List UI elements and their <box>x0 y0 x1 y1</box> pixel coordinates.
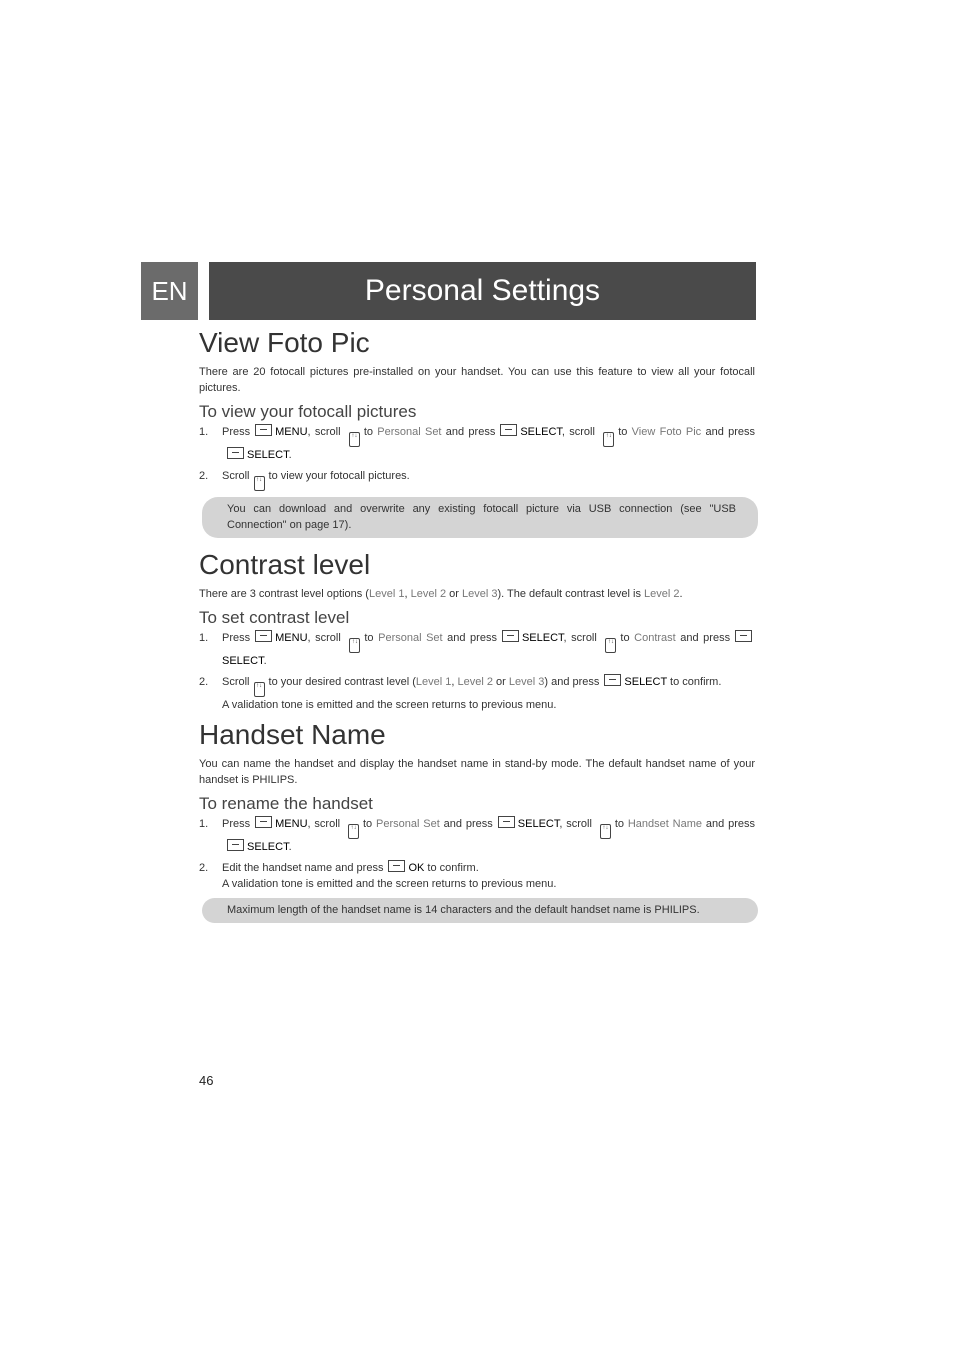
step-text: to <box>618 426 628 438</box>
key-label: SELECT <box>247 841 289 853</box>
step-text: Edit the handset name and press <box>222 862 384 874</box>
navigation-key-icon: ↑↓ <box>254 682 265 697</box>
navigation-key-icon: ↑↓ <box>349 432 360 447</box>
step-text: Scroll <box>222 676 250 688</box>
option-label: Level 3 <box>461 588 498 600</box>
step-text: , scroll <box>307 818 341 830</box>
language-tab: EN <box>141 262 198 320</box>
section-intro: You can name the handset and display the handset name in stand-by mode. The default handset name of your handset is PHILIPS. <box>199 758 755 786</box>
step-number: 1. <box>199 818 209 830</box>
softkey-icon <box>502 630 519 642</box>
step-number: 2. <box>199 862 209 874</box>
step-number: 1. <box>199 632 209 644</box>
section-contrast-level <box>199 548 755 713</box>
step-text: to <box>620 632 630 644</box>
page-number: 46 <box>199 1073 214 1088</box>
step-text: . <box>263 655 267 667</box>
section-intro <box>199 586 755 602</box>
menu-item-label: Personal Set <box>376 818 440 830</box>
step-text: , scroll <box>559 818 592 830</box>
softkey-icon <box>735 630 752 642</box>
key-label: SELECT <box>624 676 667 688</box>
page-content <box>199 326 755 933</box>
menu-item-label: Handset Name <box>627 818 703 830</box>
page-title: Personal Settings <box>209 262 756 320</box>
key-label: SELECT <box>517 818 560 830</box>
step-item <box>199 860 755 892</box>
softkey-icon <box>255 630 272 642</box>
step-text: , scroll <box>563 632 597 644</box>
step-text: . <box>288 449 292 461</box>
step-text: and press <box>445 426 496 438</box>
intro-text: ). The default contrast level is <box>497 588 645 600</box>
navigation-key-icon: ↑↓ <box>348 824 359 839</box>
key-label: SELECT <box>247 449 289 461</box>
section-subtitle: To rename the handset <box>199 794 373 813</box>
softkey-icon <box>388 860 405 872</box>
option-label: Level 3 <box>508 676 545 688</box>
step-text: and press <box>447 632 497 644</box>
section-handset-name <box>199 718 755 923</box>
step-list <box>199 424 755 491</box>
key-label: MENU <box>275 632 308 644</box>
option-label: Level 2 <box>410 588 447 600</box>
navigation-key-icon: ↑↓ <box>254 476 265 491</box>
step-text: Scroll <box>222 470 250 482</box>
step-text: , scroll <box>561 426 595 438</box>
step-text: , <box>451 676 458 688</box>
step-text: and press <box>705 818 755 830</box>
softkey-icon <box>227 447 244 459</box>
step-text: to <box>363 426 373 438</box>
step-text: Press <box>222 426 251 438</box>
section-view-foto-pic <box>199 326 755 538</box>
menu-item-label: Personal Set <box>377 426 442 438</box>
section-title: Contrast level <box>199 549 371 580</box>
step-result-text: A validation tone is emitted and the screen returns to previous menu. <box>222 699 557 711</box>
option-label: Level 1 <box>368 588 405 600</box>
step-item <box>199 468 755 491</box>
note-box: Maximum length of the handset name is 14 characters and the default handset name is PHILIPS. <box>202 898 758 923</box>
section-title: View Foto Pic <box>199 327 370 358</box>
step-text: , scroll <box>307 632 341 644</box>
step-item <box>199 424 755 463</box>
step-text: ) and press <box>544 676 600 688</box>
option-label: Level 1 <box>415 676 452 688</box>
section-subtitle: To set contrast level <box>199 608 350 627</box>
step-item <box>199 630 755 669</box>
menu-item-label: Contrast <box>634 632 676 644</box>
step-text: to confirm. <box>670 676 722 688</box>
step-text: and press <box>443 818 493 830</box>
step-text: to confirm. <box>427 862 479 874</box>
step-text: to <box>362 818 373 830</box>
step-text: to view your fotocall pictures. <box>268 470 410 482</box>
step-text: and press <box>705 426 755 438</box>
navigation-key-icon: ↑↓ <box>349 638 360 653</box>
key-label: SELECT <box>222 655 264 667</box>
step-number: 2. <box>199 676 209 688</box>
step-list <box>199 630 755 713</box>
softkey-icon <box>604 674 621 686</box>
softkey-icon <box>255 424 272 436</box>
step-text: Press <box>222 632 251 644</box>
step-text: to <box>614 818 624 830</box>
menu-item-label: View Foto Pic <box>631 426 702 438</box>
key-label: SELECT <box>520 426 562 438</box>
step-text: or <box>492 676 509 688</box>
navigation-key-icon: ↑↓ <box>605 638 616 653</box>
intro-text: There are 3 contrast level options ( <box>199 588 369 600</box>
step-text: , scroll <box>307 426 341 438</box>
section-intro: There are 20 fotocall pictures pre-installed on your handset. You can use this feature to view all your fotocall pictures. <box>199 366 755 394</box>
key-label: SELECT <box>521 632 564 644</box>
softkey-icon <box>255 816 272 828</box>
step-item <box>199 674 755 713</box>
softkey-icon <box>227 839 244 851</box>
softkey-icon <box>500 424 517 436</box>
step-text: to your desired contrast level ( <box>268 676 416 688</box>
step-text: Press <box>222 818 251 830</box>
key-label: OK <box>408 862 425 874</box>
note-box: You can download and overwrite any existing fotocall picture via USB connection (see "USB Connection" on page 17). <box>202 497 758 538</box>
key-label: MENU <box>275 426 308 438</box>
step-result-text: A validation tone is emitted and the screen returns to previous menu. <box>222 878 557 890</box>
step-text: . <box>288 841 292 853</box>
section-title: Handset Name <box>199 719 386 750</box>
step-number: 1. <box>199 426 209 438</box>
navigation-key-icon: ↑↓ <box>600 824 611 839</box>
step-item <box>199 816 755 855</box>
step-text: to <box>364 632 374 644</box>
option-label: Level 2 <box>644 588 680 600</box>
step-number: 2. <box>199 470 209 482</box>
option-label: Level 2 <box>457 676 493 688</box>
key-label: MENU <box>275 818 308 830</box>
intro-text: , <box>404 588 411 600</box>
navigation-key-icon: ↑↓ <box>603 432 614 447</box>
intro-text: . <box>679 588 683 600</box>
step-text: and press <box>680 632 731 644</box>
menu-item-label: Personal Set <box>378 632 443 644</box>
intro-text: or <box>446 588 462 600</box>
softkey-icon <box>498 816 515 828</box>
step-list <box>199 816 755 892</box>
section-subtitle: To view your fotocall pictures <box>199 402 417 421</box>
